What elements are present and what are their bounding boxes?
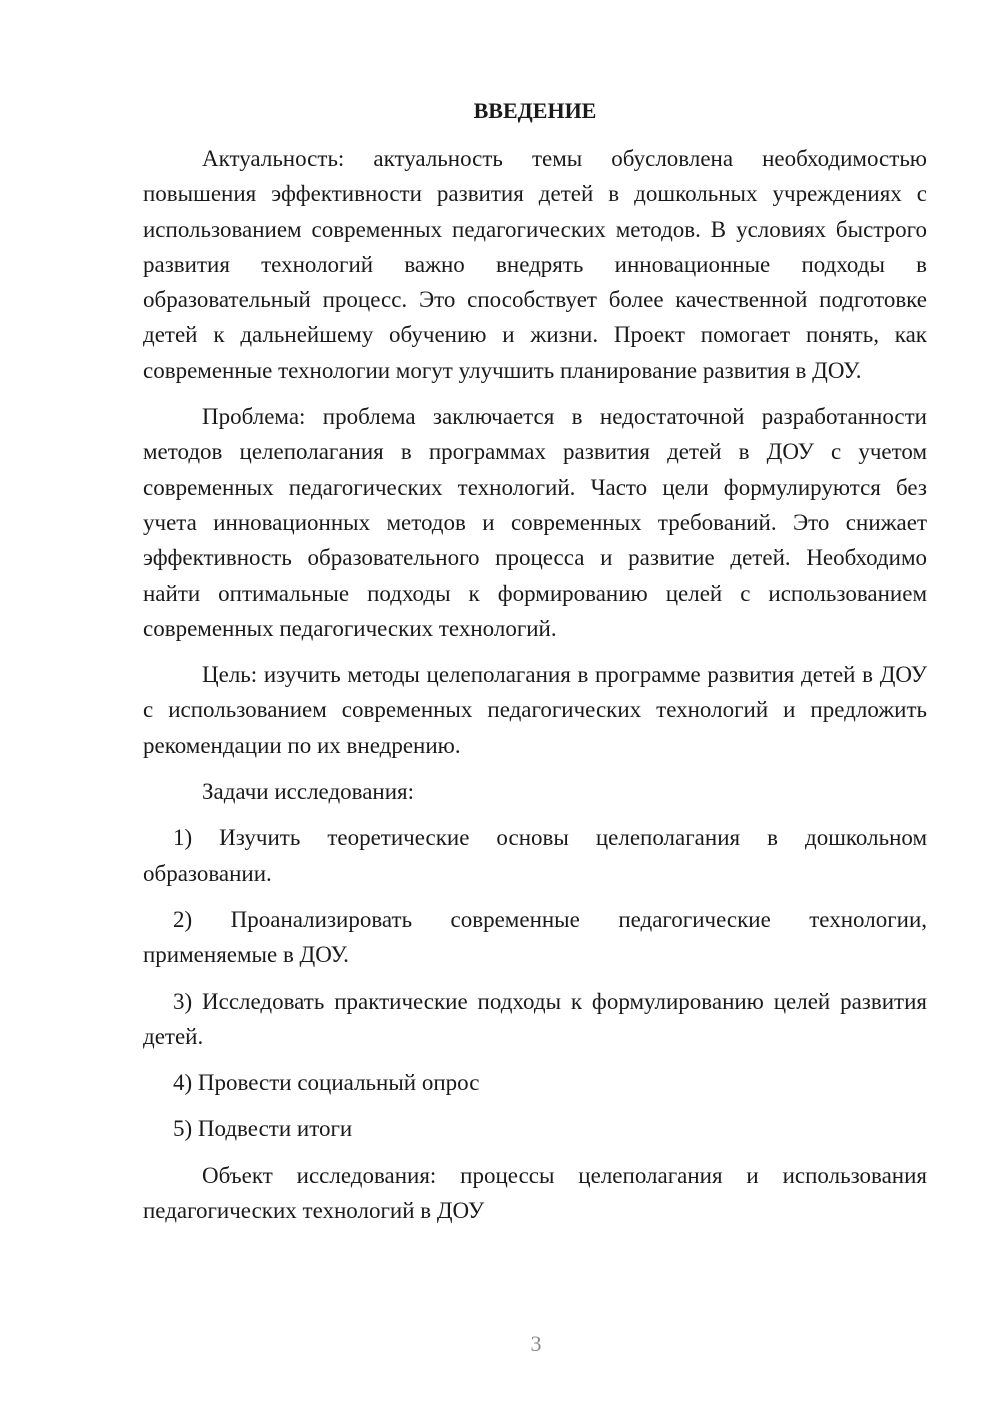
problem-paragraph: Проблема: проблема заключается в недостаточной разработанности методов целеполагания в программах развития детей в ДОУ с учетом современных педагогических технологий. Часто цели формулируются без учета инновационных методов и современных требований. Это снижает эффективность образовательного процесса и развитие детей. Необходимо найти оптимальные подходы к формированию целей с использованием современных педагогических технологий.: [143, 404, 927, 641]
relevance-paragraph: Актуальность: актуальность темы обусловлена необходимостью повышения эффективности развития детей в дошкольных учреждениях с использованием современных педагогических методов. В условиях быстрого развития технологий важно внедрять инновационные подходы в образовательный процесс. Это способствует более качественной подготовке детей к дальнейшему обучению и жизни. Проект помогает понять, как современные технологии могут улучшить планирование развития в ДОУ.: [143, 146, 927, 383]
task-item-3: 3) Исследовать практические подходы к формулированию целей развития детей.: [143, 988, 927, 1049]
task-item-5: 5) Подвести итоги: [173, 1116, 353, 1142]
tasks-title: Задачи исследования:: [202, 779, 415, 805]
object-paragraph: Объект исследования: процессы целеполагания и использования педагогических технологий в ДОУ: [143, 1162, 927, 1224]
page-heading: ВВЕДЕНИЕ: [473, 98, 597, 123]
task-item-4: 4) Провести социальный опрос: [173, 1070, 480, 1096]
page-content: [143, 93, 927, 1239]
task-item-2: 2) Проанализировать современные педагогические технологии, применяемые в ДОУ.: [143, 906, 927, 968]
task-item-1: 1) Изучить теоретические основы целеполагания в дошкольном образовании.: [143, 825, 927, 886]
page-number: 3: [530, 1331, 542, 1356]
goal-paragraph: Цель: изучить методы целеполагания в программе развития детей в ДОУ с использованием современных педагогических технологий и предложить рекомендации по их внедрению.: [143, 662, 927, 758]
